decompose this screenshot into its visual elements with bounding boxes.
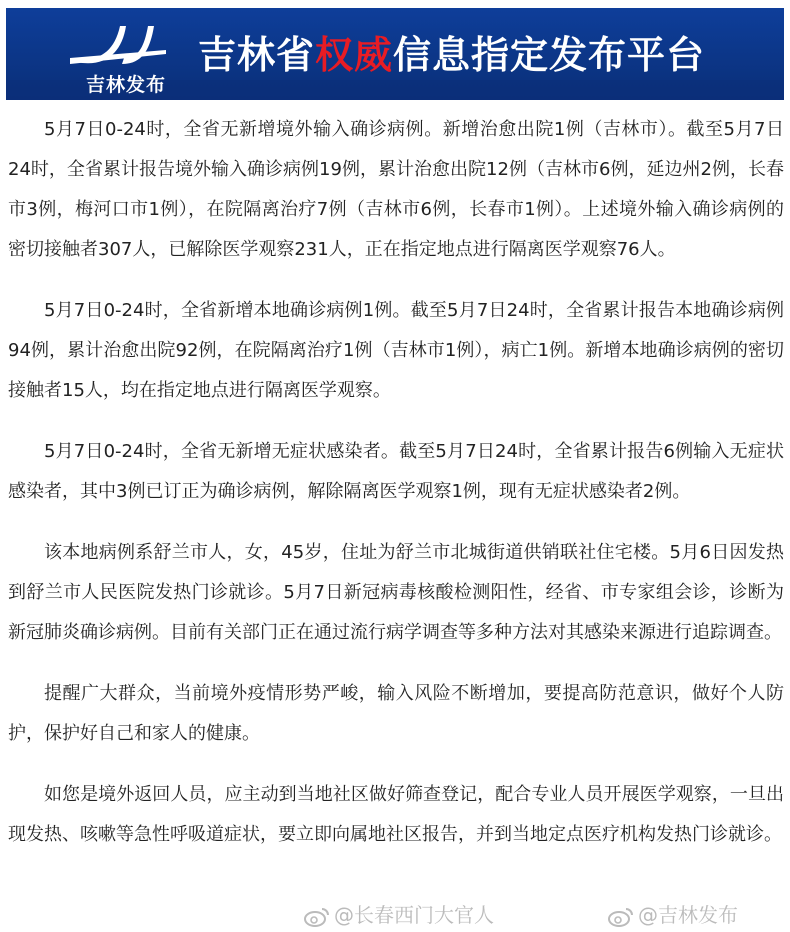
title-highlight: 权威	[315, 33, 394, 77]
paragraph-case-details: 该本地病例系舒兰市人，女，45岁，住址为舒兰市北城街道供销联社住宅楼。5月6日因发热到舒兰市人民医院发热门诊就诊。5月7日新冠病毒核酸检测阳性，经省、市专家组会诊，诊断为新冠肺炎确诊病例。目前有关部门正在通过流行病学调查等多种方法对其感染来源进行追踪调查。	[8, 542, 784, 643]
paragraph-overseas-cases: 5月7日0-24时，全省无新增境外输入确诊病例。新增治愈出院1例（吉林市）。截至5月7日24时，全省累计报告境外输入确诊病例19例，累计治愈出院12例（吉林市6例，延边州2例，长春市3例，梅河口市1例），在院隔离治疗7例（吉林市6例，长春市1例）。上述境外输入确诊病例的密切接触者307人，已解除医学观察231人，正在指定地点进行隔离医学观察76人。	[8, 119, 784, 260]
jl-logo-icon	[66, 18, 170, 70]
paragraph-returnee-advice: 如您是境外返回人员，应主动到当地社区做好筛查登记，配合专业人员开展医学观察，一旦出现发热、咳嗽等急性呼吸道症状，要立即向属地社区报告，并到当地定点医疗机构发热门诊就诊。	[8, 784, 784, 845]
jilin-fabu-logo	[60, 18, 176, 94]
paragraph-asymptomatic: 5月7日0-24时，全省无新增无症状感染者。截至5月7日24时，全省累计报告6例输入无症状感染者，其中3例已订正为确诊病例，解除隔离医学观察1例，现有无症状感染者2例。	[8, 441, 784, 502]
page-title	[198, 30, 705, 80]
logo-text: 吉林发布	[85, 74, 166, 96]
header-banner	[6, 8, 784, 100]
article-body	[8, 110, 784, 876]
paragraph-reminder: 提醒广大群众，当前境外疫情形势严峻，输入风险不断增加，要提高防范意识，做好个人防护，保护好自己和家人的健康。	[8, 683, 784, 744]
watermark-text: @长春西门大官人	[334, 903, 494, 927]
watermark-2	[608, 898, 738, 932]
title-suffix: 信息指定发布平台	[393, 33, 706, 77]
paragraph-local-cases: 5月7日0-24时，全省新增本地确诊病例1例。截至5月7日24时，全省累计报告本地确诊病例94例，累计治愈出院92例，在院隔离治疗1例（吉林市1例），病亡1例。新增本地确诊病例的密切接触者15人，均在指定地点进行隔离医学观察。	[8, 300, 784, 401]
title-prefix: 吉林省	[198, 33, 316, 77]
watermark-text: @吉林发布	[638, 903, 738, 927]
weibo-icon	[608, 906, 634, 928]
weibo-icon	[304, 906, 330, 928]
watermark-1	[304, 898, 494, 932]
